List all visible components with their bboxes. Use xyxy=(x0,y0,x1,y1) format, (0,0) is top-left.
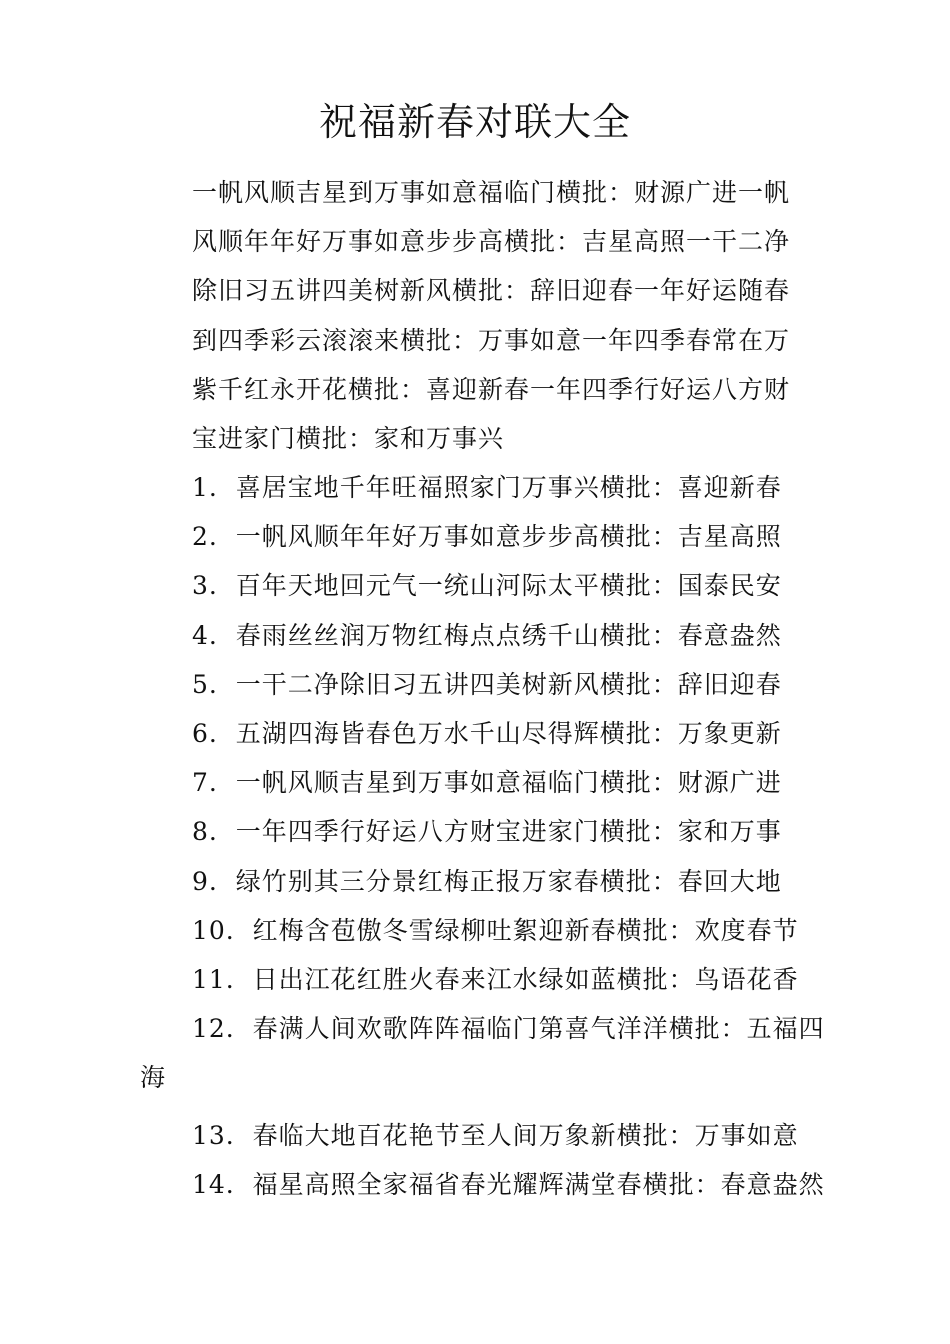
item-text: 一干二净除旧习五讲四美树新风横批：辞旧迎春 xyxy=(235,669,782,699)
list-item xyxy=(0,561,950,610)
item-number: 7. xyxy=(192,768,218,798)
item-number: 1. xyxy=(192,473,218,502)
intro-paragraph: 一帆风顺吉星到万事如意福临门横批：财源广进一帆风顺年年好万事如意步步高横批：吉星高照一干二净除旧习五讲四美树新风横批：辞旧迎春一年好运随春到四季彩云滚滚来横批：万事如意一年四季春常在万紫千红永开花横批：喜迎新春一年四季行好运八方财宝进家门横批：家和万事兴 xyxy=(192,178,791,454)
item-number: 9. xyxy=(192,866,218,896)
item-number: 11. xyxy=(192,965,235,995)
item-number: 6. xyxy=(192,719,218,749)
item-text: 春雨丝丝润万物红梅点点绣千山横批：春意盎然 xyxy=(235,620,782,650)
item-number: 12. xyxy=(192,1014,235,1044)
list-item xyxy=(0,512,950,561)
item-number: 5. xyxy=(192,669,218,699)
item-text: 百年天地回元气一统山河际太平横批：国泰民安 xyxy=(235,571,782,601)
item-continuation: 海 xyxy=(140,1063,167,1093)
item-number: 14. xyxy=(192,1169,235,1199)
item-text: 喜居宝地千年旺福照家门万事兴横批：喜迎新春 xyxy=(235,473,782,502)
list-item xyxy=(0,660,950,709)
couplet-list xyxy=(0,463,950,1209)
item-number: 8. xyxy=(192,817,218,847)
list-item xyxy=(0,955,950,1004)
item-text: 红梅含苞傲冬雪绿柳吐絮迎新春横批：欢度春节 xyxy=(252,915,799,945)
item-text: 春临大地百花艳节至人间万象新横批：万事如意 xyxy=(252,1120,799,1150)
list-item xyxy=(0,906,950,955)
list-item xyxy=(0,1111,950,1160)
list-item xyxy=(0,807,950,856)
list-item xyxy=(0,758,950,807)
item-number: 4. xyxy=(192,620,218,650)
list-item xyxy=(0,611,950,660)
item-number: 3. xyxy=(192,571,218,601)
item-number: 10. xyxy=(192,915,235,945)
item-text: 一帆风顺吉星到万事如意福临门横批：财源广进 xyxy=(235,768,782,798)
item-number: 13. xyxy=(192,1120,235,1150)
list-item xyxy=(0,857,950,906)
item-text: 福星高照全家福省春光耀辉满堂春横批：春意盎然 xyxy=(252,1169,825,1199)
item-number: 2. xyxy=(192,522,218,552)
item-text: 一年四季行好运八方财宝进家门横批：家和万事 xyxy=(235,817,782,847)
list-item xyxy=(0,1160,950,1209)
list-item xyxy=(0,463,950,512)
item-line xyxy=(0,1004,950,1053)
item-text: 春满人间欢歌阵阵福临门第喜气洋洋横批：五福四 xyxy=(252,1014,825,1044)
list-item xyxy=(0,709,950,758)
list-item xyxy=(0,1004,950,1102)
item-text: 日出江花红胜火春来江水绿如蓝横批：鸟语花香 xyxy=(252,965,799,995)
item-text: 五湖四海皆春色万水千山尽得辉横批：万象更新 xyxy=(235,719,782,749)
item-text: 绿竹别其三分景红梅正报万家春横批：春回大地 xyxy=(235,866,782,896)
page-title: 祝福新春对联大全 xyxy=(318,100,631,144)
item-text: 一帆风顺年年好万事如意步步高横批：吉星高照 xyxy=(235,522,782,552)
